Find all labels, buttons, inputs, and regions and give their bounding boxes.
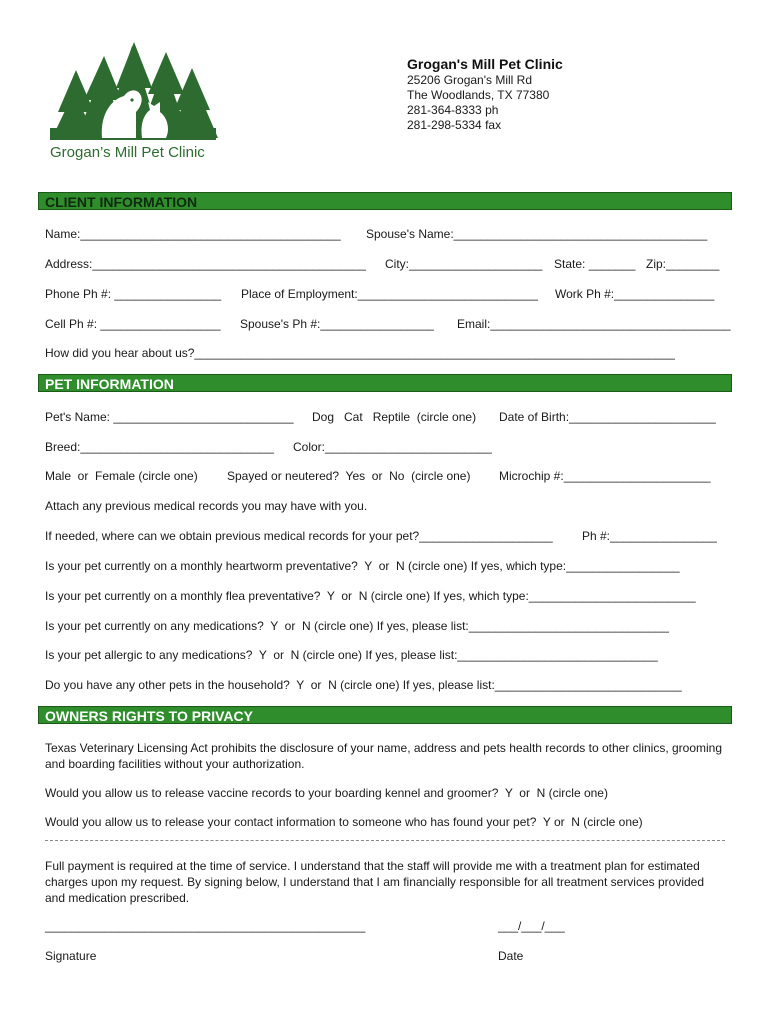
breed-field[interactable]: Breed:_____________________________ — [45, 440, 274, 454]
payment-paragraph: Full payment is required at the time of service. I understand that the staff will provide me with a treatment plan for estimated charges upon my request. By signing below, I understand that I am financially responsible for all treatment services provided and medication prescribed. — [45, 859, 705, 905]
section-owners-rights: OWNERS RIGHTS TO PRIVACY — [38, 706, 732, 724]
employment-field[interactable]: Place of Employment:___________________________ — [241, 287, 538, 301]
email-field[interactable]: Email:____________________________________ — [457, 317, 731, 331]
signature-line[interactable]: ________________________________________________ — [45, 919, 366, 933]
pet-name-field[interactable]: Pet's Name: ___________________________ — [45, 410, 294, 424]
licensing-act-paragraph: Texas Veterinary Licensing Act prohibits the disclosure of your name, address and pets health records to other clinics, grooming and boarding facilities without your authorization. — [45, 741, 723, 771]
attach-records-note: Attach any previous medical records you may have with you. — [45, 499, 368, 513]
spouse-phone-field[interactable]: Spouse's Ph #:_________________ — [240, 317, 434, 331]
address-line-1: 25206 Grogan's Mill Rd — [407, 73, 533, 87]
logo-text: Grogan’s Mill Pet Clinic — [50, 144, 205, 161]
hear-about-field[interactable]: How did you hear about us?________________________________________________________________________ — [45, 346, 675, 360]
other-pets-question[interactable]: Do you have any other pets in the household? Y or N (circle one) If yes, please list:____________________________ — [45, 678, 682, 692]
signature-label: Signature — [45, 949, 97, 963]
vaccine-release-question[interactable]: Would you allow us to release vaccine records to your boarding kennel and groomer? Y or N (circle one) — [45, 786, 608, 800]
allergy-question[interactable]: Is your pet allergic to any medications? Y or N (circle one) If yes, please list:______________________________ — [45, 648, 658, 662]
date-of-birth-field[interactable]: Date of Birth:______________________ — [499, 410, 716, 424]
state-field[interactable]: State: _______ — [554, 257, 636, 271]
records-source-field[interactable]: If needed, where can we obtain previous medical records for your pet?____________________ — [45, 529, 553, 543]
address-line-2: The Woodlands, TX 77380 — [407, 88, 550, 102]
clinic-fax: 281-298-5334 fax — [407, 118, 502, 132]
heartworm-question[interactable]: Is your pet currently on a monthly heartworm preventative? Y or N (circle one) If yes, which type:_________________ — [45, 559, 680, 573]
spayed-choice[interactable]: Spayed or neutered? Yes or No (circle one) — [227, 469, 471, 483]
medications-question[interactable]: Is your pet currently on any medications? Y or N (circle one) If yes, please list:______________________________ — [45, 619, 669, 633]
section-client-information: CLIENT INFORMATION — [38, 192, 732, 210]
client-name-field[interactable]: Name:_______________________________________ — [45, 227, 341, 241]
microchip-field[interactable]: Microchip #:______________________ — [499, 469, 711, 483]
sex-choice[interactable]: Male or Female (circle one) — [45, 469, 198, 483]
spouse-name-field[interactable]: Spouse's Name:______________________________________ — [366, 227, 708, 241]
divider — [45, 840, 725, 841]
contact-release-question[interactable]: Would you allow us to release your contact information to someone who has found your pet? Y or N (circle one) — [45, 815, 643, 829]
species-choice[interactable]: Dog Cat Reptile (circle one) — [312, 410, 477, 424]
date-label: Date — [498, 949, 524, 963]
section-pet-information: PET INFORMATION — [38, 374, 732, 392]
phone-field[interactable]: Phone Ph #: ________________ — [45, 287, 222, 301]
zip-field[interactable]: Zip:________ — [646, 257, 720, 271]
flea-question[interactable]: Is your pet currently on a monthly flea preventative? Y or N (circle one) If yes, which type:_________________________ — [45, 589, 696, 603]
address-field[interactable]: Address:_________________________________________ — [45, 257, 366, 271]
clinic-phone: 281-364-8333 ph — [407, 103, 499, 117]
records-phone-field[interactable]: Ph #:________________ — [582, 529, 717, 543]
cell-phone-field[interactable]: Cell Ph #: __________________ — [45, 317, 221, 331]
clinic-name: Grogan's Mill Pet Clinic — [407, 56, 563, 72]
color-field[interactable]: Color:_________________________ — [293, 440, 492, 454]
date-line[interactable]: ___/___/___ — [498, 919, 565, 933]
work-phone-field[interactable]: Work Ph #:_______________ — [555, 287, 715, 301]
city-field[interactable]: City:____________________ — [385, 257, 543, 271]
